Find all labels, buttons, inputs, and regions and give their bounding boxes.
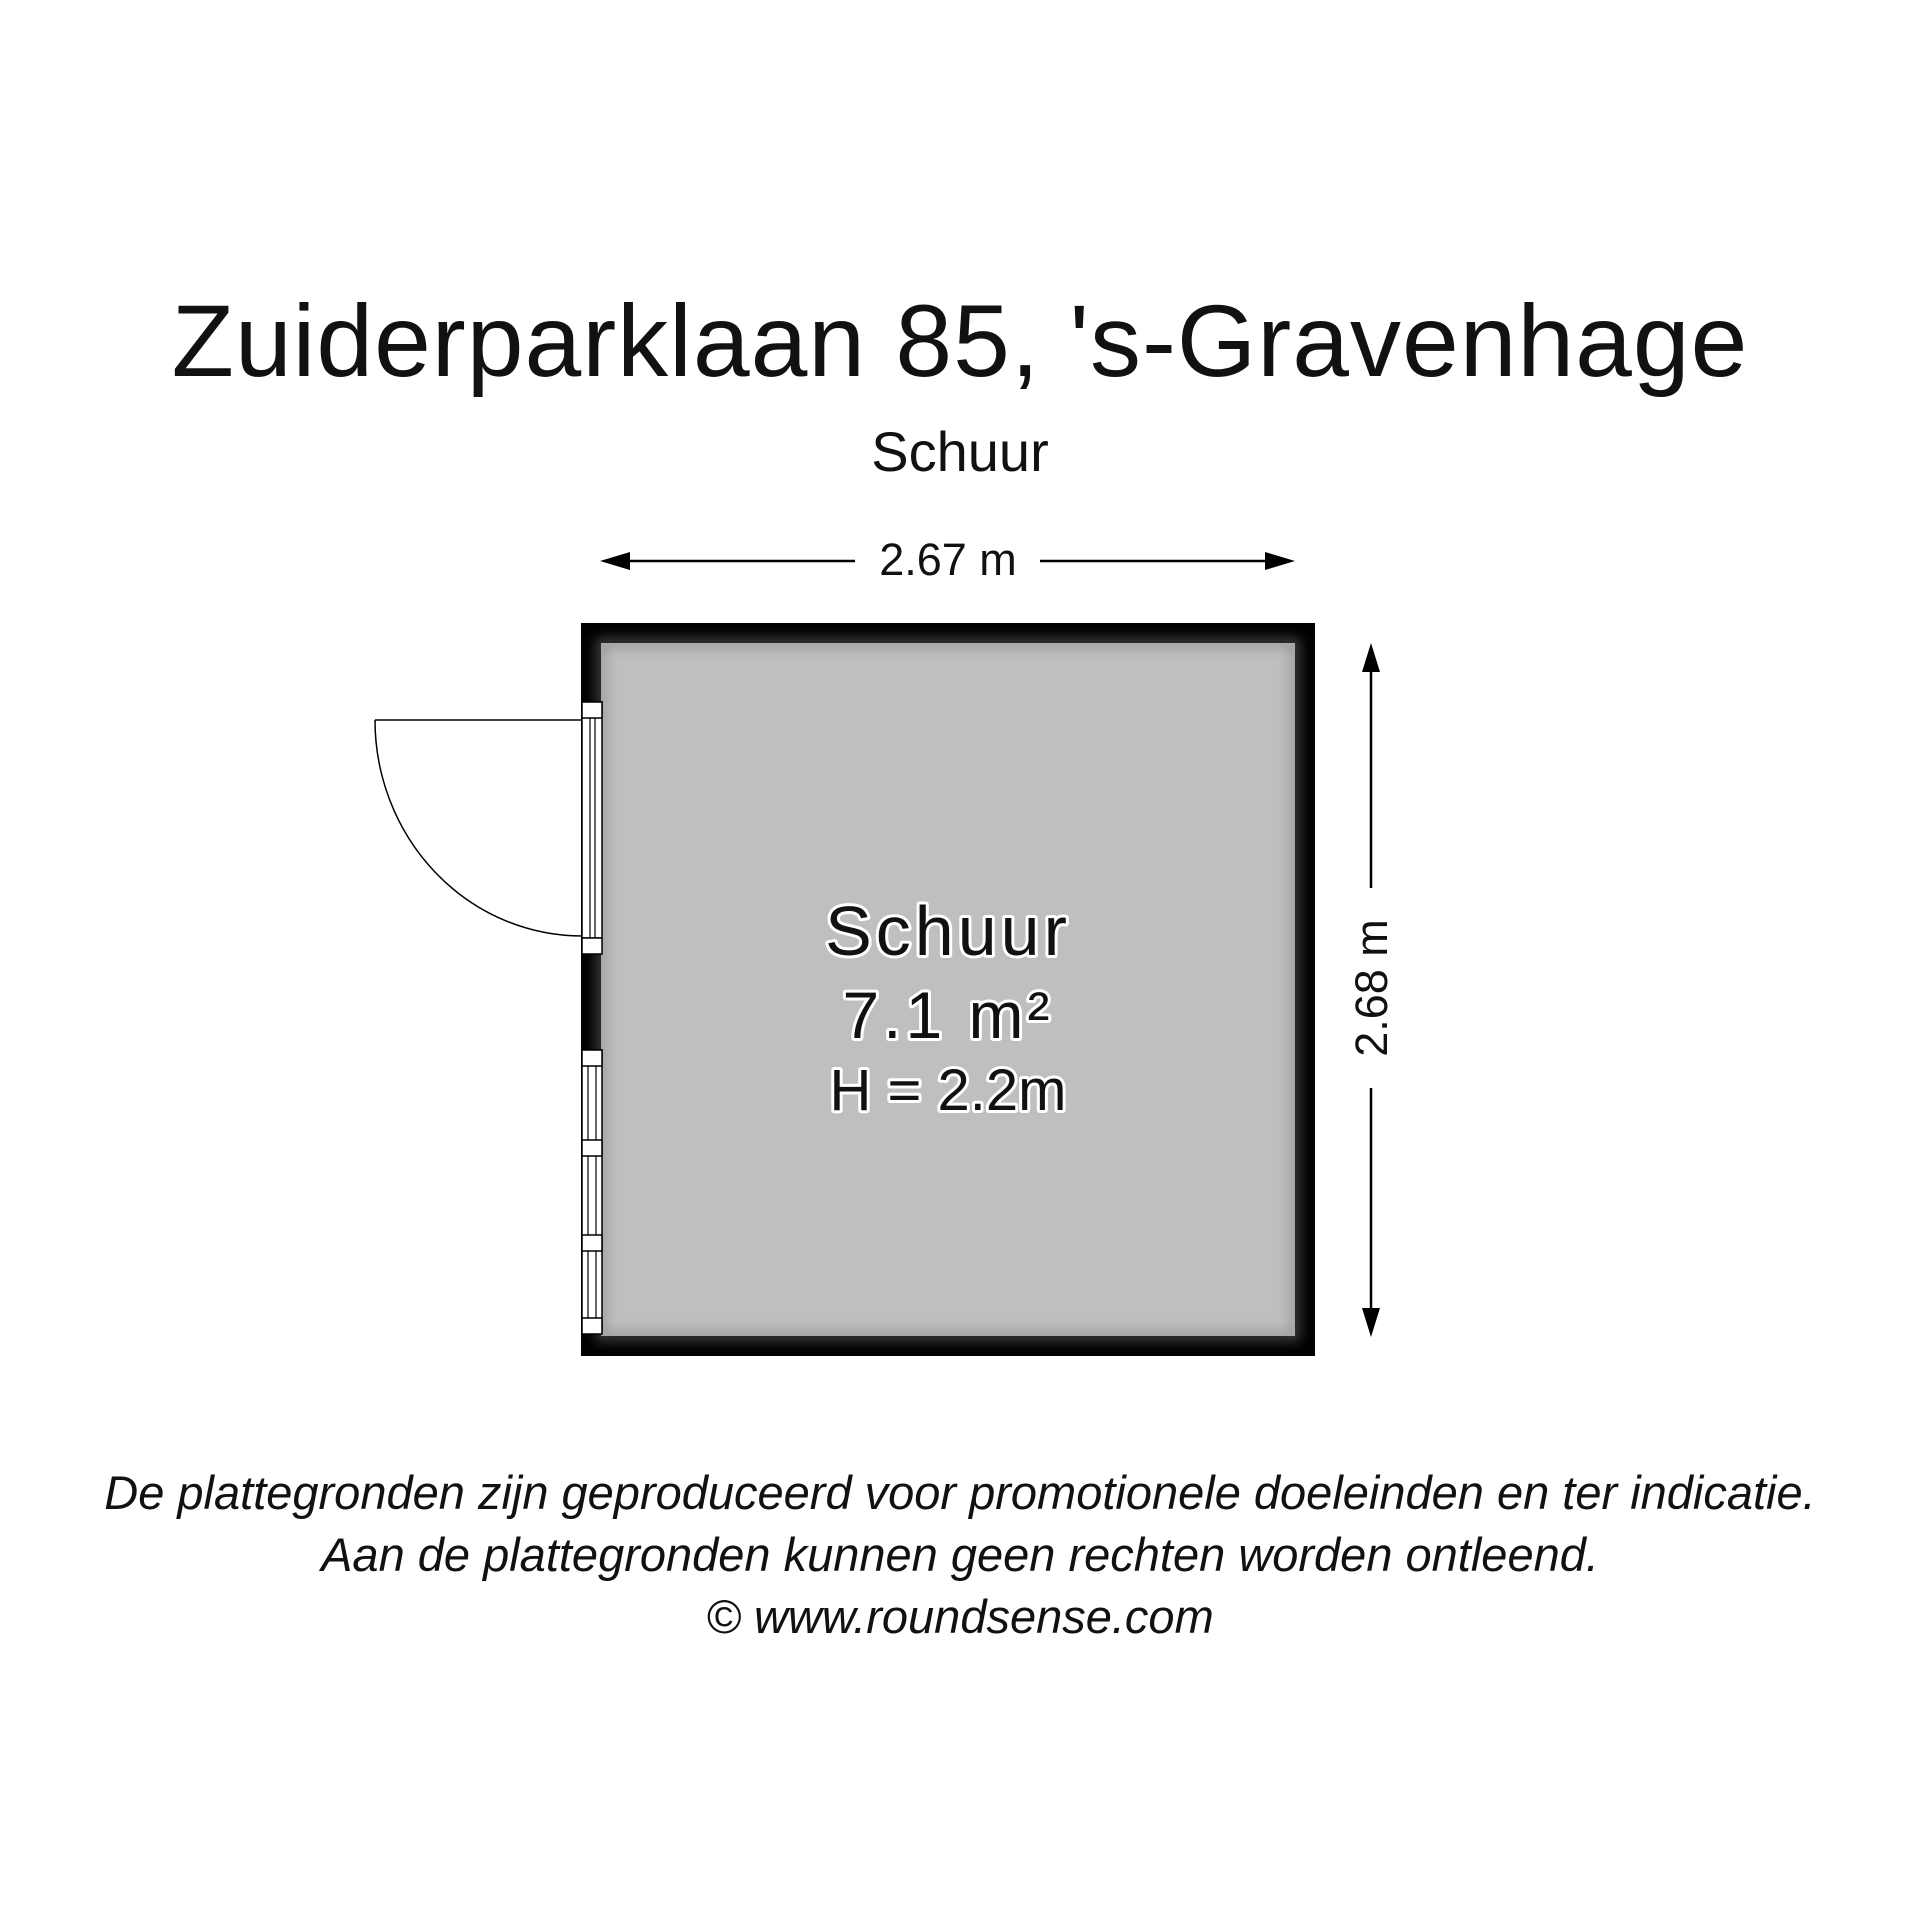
height-label: 2.68 m xyxy=(1346,919,1397,1057)
width-dimension xyxy=(600,534,1295,585)
floor-subtitle: Schuur xyxy=(871,420,1049,483)
window xyxy=(582,1050,602,1334)
arrow-left-icon xyxy=(600,552,630,570)
page-title: Zuiderparklaan 85, 's-Gravenhage xyxy=(171,284,1749,398)
copyright-line: © www.roundsense.com xyxy=(706,1590,1214,1643)
arrow-down-icon xyxy=(1362,1308,1380,1337)
width-label: 2.67 m xyxy=(879,534,1017,585)
room-name: Schuur xyxy=(825,892,1071,970)
disclaimer-line-2: Aan de plattegronden kunnen geen rechten worden ontleend. xyxy=(321,1528,1599,1581)
disclaimer-line-1: De plattegronden zijn geproduceerd voor promotionele doeleinden en ter indicatie. xyxy=(104,1466,1816,1519)
arrow-right-icon xyxy=(1265,552,1295,570)
room-area: 7.1 m² xyxy=(842,978,1054,1052)
room-label xyxy=(825,892,1071,1123)
disclaimer xyxy=(0,1462,1920,1648)
room-height: H = 2.2m xyxy=(829,1058,1067,1123)
door xyxy=(375,702,602,954)
height-dimension xyxy=(1346,643,1397,1337)
arrow-up-icon xyxy=(1362,643,1380,672)
